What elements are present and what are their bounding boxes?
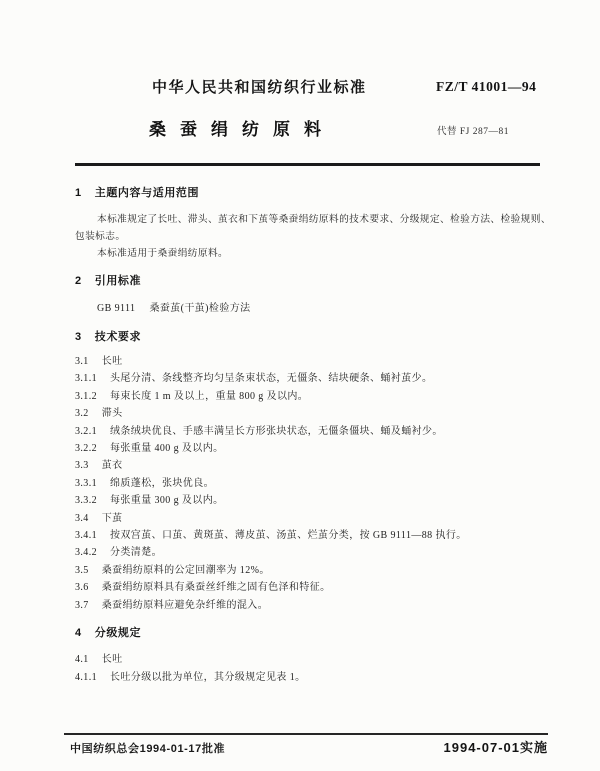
clause-text: 下茧 xyxy=(101,512,123,524)
reference-entry xyxy=(97,300,547,317)
clause-text: 滞头 xyxy=(101,408,123,420)
section-title: 主题内容与适用范围 xyxy=(94,187,200,199)
clause-number: 3.7 xyxy=(75,599,89,611)
clause-text: 茧衣 xyxy=(101,460,123,472)
paragraph-line: 本标准适用于桑蚕绢纺原料。 xyxy=(97,248,229,259)
section-4-heading xyxy=(75,627,547,640)
clause-3-1 xyxy=(75,353,547,370)
clause-number: 3.4.2 xyxy=(75,547,97,559)
clause-text: 长吐 xyxy=(101,356,123,367)
clause-text: 桑蚕绢纺原料应避免杂纤维的混入。 xyxy=(101,599,269,611)
clause-text: 桑蚕绢纺原料的公定回潮率为 12%。 xyxy=(101,564,270,576)
clause-3-2-2 xyxy=(75,440,547,457)
clause-3-6 xyxy=(75,579,547,596)
clause-text: 绵质蓬松，张块优良。 xyxy=(110,477,214,489)
clause-number: 3.3.2 xyxy=(75,495,97,507)
replaces-note: 代替 FJ 287—81 xyxy=(437,127,509,137)
reference-name: 桑蚕茧(干茧)检验方法 xyxy=(149,303,251,314)
clause-text: 每张重量 300 g 及以内。 xyxy=(110,495,224,507)
footer-divider xyxy=(64,733,548,735)
header-divider xyxy=(75,163,540,166)
standard-code: FZ/T 41001—94 xyxy=(436,79,537,94)
implementation-text: 1994-07-01实施 xyxy=(443,740,548,755)
section-title: 引用标准 xyxy=(94,275,142,287)
document-title: 桑蚕绢纺原料 xyxy=(149,120,335,139)
clause-number: 3.4.1 xyxy=(75,530,97,542)
section-4-clauses xyxy=(75,651,547,686)
clause-text: 头尾分清、条线整齐均匀呈条束状态，无僵条、结块硬条、蛹衬茧少。 xyxy=(110,373,433,385)
section-2-heading xyxy=(75,275,547,288)
clause-3-3-1 xyxy=(75,475,547,492)
clause-3-4-2 xyxy=(75,544,547,561)
section-3-heading xyxy=(75,331,547,344)
paragraph-line: 包装标志。 xyxy=(75,231,126,242)
clause-number: 3.3 xyxy=(75,460,89,472)
clause-text: 长吐 xyxy=(101,654,123,666)
clause-3-7 xyxy=(75,597,547,614)
clause-text: 绒条绒块优良、手感丰满呈长方形张块状态，无僵条僵块、蛹及蛹衬少。 xyxy=(110,425,443,437)
section-3-clauses xyxy=(75,353,547,614)
document-body xyxy=(75,181,551,686)
clause-3-2 xyxy=(75,405,547,422)
clause-number: 4.1 xyxy=(75,654,89,666)
clause-3-3-2 xyxy=(75,492,547,509)
section-title: 分级规定 xyxy=(94,627,142,640)
clause-3-4-1 xyxy=(75,527,547,544)
clause-4-1-1 xyxy=(75,669,547,686)
clause-3-4 xyxy=(75,510,547,527)
section-1-heading xyxy=(75,187,547,200)
standard-org-line: 中华人民共和国纺织行业标准 xyxy=(152,79,367,96)
reference-code: GB 9111 xyxy=(97,303,136,314)
clause-3-1-1 xyxy=(75,370,547,387)
clause-number: 4.1.1 xyxy=(75,671,97,683)
clause-number: 3.4 xyxy=(75,512,89,524)
clause-text: 每束长度 1 m 及以上，重量 800 g 及以内。 xyxy=(110,390,309,402)
clause-text: 按双宫茧、口茧、黄斑茧、薄皮茧、汤茧、烂茧分类，按 GB 9111—88 执行。 xyxy=(110,530,467,542)
clause-number: 3.3.1 xyxy=(75,477,97,489)
clause-text: 分类清楚。 xyxy=(110,547,162,559)
clause-number: 3.2.1 xyxy=(75,425,97,437)
clause-number: 3.1 xyxy=(75,356,89,367)
approval-text: 中国纺织总会1994-01-17批准 xyxy=(70,743,226,755)
section-number: 3 xyxy=(75,331,82,343)
scope-paragraph xyxy=(75,211,551,262)
clause-number: 3.5 xyxy=(75,564,89,576)
clause-3-1-2 xyxy=(75,388,547,405)
clause-3-5 xyxy=(75,562,547,579)
clause-3-3 xyxy=(75,457,547,474)
clause-text: 每张重量 400 g 及以内。 xyxy=(110,443,224,455)
section-number: 1 xyxy=(75,187,82,199)
section-number: 2 xyxy=(75,275,82,287)
paragraph-line: 本标准规定了长吐、滞头、茧衣和下茧等桑蚕绢纺原料的技术要求、分级规定、检验方法、检验规则、 xyxy=(97,214,551,225)
clause-number: 3.2.2 xyxy=(75,443,97,455)
clause-3-2-1 xyxy=(75,423,547,440)
clause-number: 3.1.2 xyxy=(75,390,97,402)
clause-number: 3.2 xyxy=(75,408,89,420)
section-title: 技术要求 xyxy=(94,331,142,343)
clause-text: 桑蚕绢纺原料具有桑蚕丝纤维之固有色泽和特征。 xyxy=(101,582,331,594)
section-number: 4 xyxy=(75,627,82,640)
clause-number: 3.6 xyxy=(75,582,89,594)
clause-text: 长吐分级以批为单位，其分级规定见表 1。 xyxy=(110,671,306,683)
clause-4-1 xyxy=(75,651,547,668)
clause-number: 3.1.1 xyxy=(75,373,97,385)
